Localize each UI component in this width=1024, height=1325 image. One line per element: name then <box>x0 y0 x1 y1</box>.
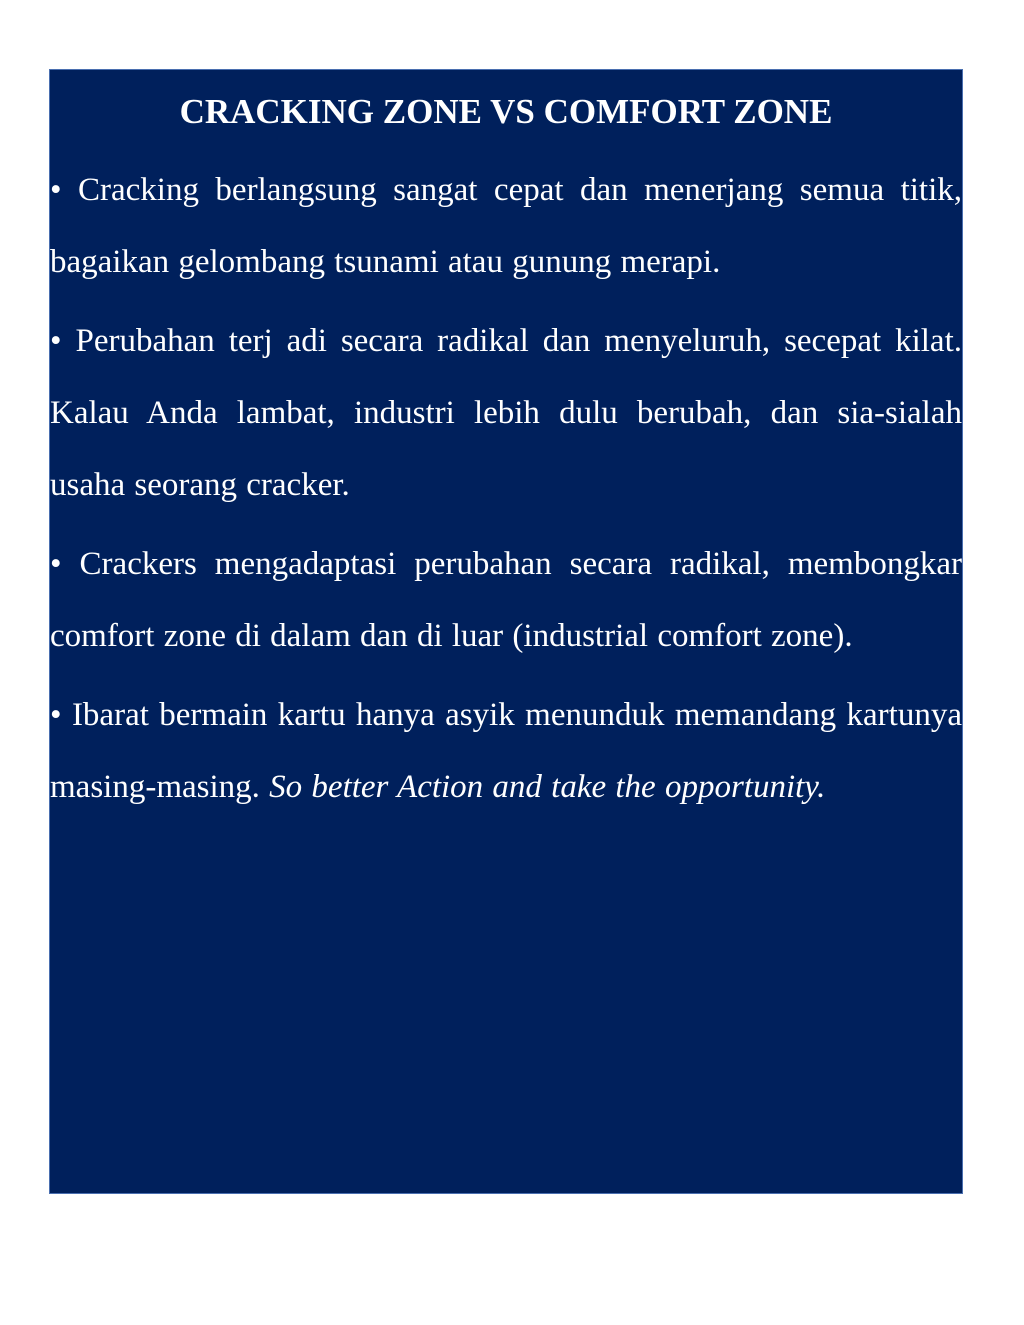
bullet-text: Perubahan terj adi secara radikal dan menyeluruh, secepat kilat. Kalau Anda lambat, industri lebih dulu berubah, dan sia-sialah usaha seorang cracker. <box>50 323 962 503</box>
bullet-mark: • <box>50 323 76 359</box>
bullet-emphasis-text: So better Action and take the opportunity. <box>269 769 826 805</box>
bullet-mark: • <box>50 546 80 582</box>
bullet-mark: • <box>50 697 72 733</box>
slide-panel <box>49 69 963 1194</box>
slide-title: CRACKING ZONE VS COMFORT ZONE <box>179 92 833 131</box>
bullet-list <box>50 154 962 823</box>
bullet-item <box>50 528 962 672</box>
bullet-mark: • <box>50 172 79 208</box>
bullet-text: Crackers mengadaptasi perubahan secara radikal, membongkar comfort zone di dalam dan di luar (industrial comfort zone). <box>50 546 962 654</box>
bullet-text: Cracking berlangsung sangat cepat dan menerjang semua titik, bagaikan gelombang tsunami atau gunung merapi. <box>50 172 962 280</box>
bullet-item <box>50 305 962 521</box>
bullet-item <box>50 679 962 823</box>
bullet-item <box>50 154 962 298</box>
bullet-text: Ibarat bermain kartu hanya asyik menunduk memandang kartunya masing-masing. <box>50 697 962 805</box>
